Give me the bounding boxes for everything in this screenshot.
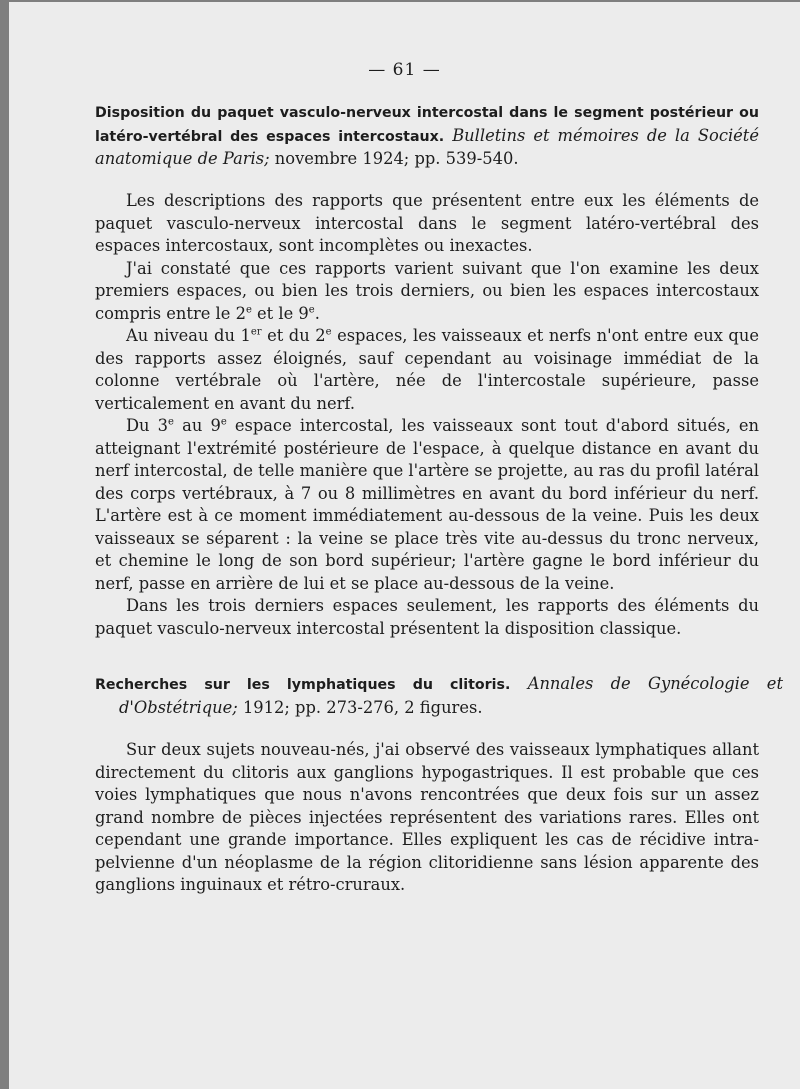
paragraph: Au niveau du 1er et du 2e espaces, les vaisseaux et nerfs n'ont entre eux que des rapports assez éloignés, sauf cependant au voisinage immédiat de la colonne vertébrale où l'artère, née de l'intercostale supérieure, passe verticalement en avant du nerf. (95, 326, 759, 413)
entry-2-journal: Annales de Gynécologie et d'Obstétrique; (119, 674, 783, 717)
document-page (9, 2, 800, 1089)
entry-2-body (95, 739, 759, 897)
entry-1-title: Disposition du paquet vasculo-nerveux intercostal dans le segment postérieur ou latéro-vertébral des espaces intercostaux. (95, 105, 759, 145)
page-number: — 61 — (368, 60, 441, 80)
entry-2-heading (95, 673, 783, 719)
paragraph: Du 3e au 9e espace intercostal, les vaisseaux sont tout d'abord situés, en atteignant l'extrémité postérieure de l'espace, à quelque distance en avant du nerf intercostal, de telle manière que l'artère se projette, au ras du profil latéral des corps vertébraux, à 7 ou 8 millimètres en avant du bord inférieur du nerf. L'artère est à ce moment immédiatement au-dessous de la veine. Puis les deux vaisseaux se séparent : la veine se place très vite au-dessus du tronc nerveux, et chemine le long de son bord supérieur; l'artère gagne le bord inférieur du nerf, passe en arrière de lui et se place au-dessous de la veine. (95, 416, 760, 593)
paragraph: Les descriptions des rapports que présentent entre eux les éléments de paquet vasculo-nerveux intercostal dans le segment latéro-vertébral des espaces intercostaux, sont incomplètes ou inexactes. (95, 191, 759, 255)
paragraph: Sur deux sujets nouveau-nés, j'ai observé des vaisseaux lymphatiques allant directement du clitoris aux ganglions hypogastriques. Il est probable que ces voies lymphatiques que nous n'avons rencontrées que deux fois sur un assez grand nombre de pièces injectées représentent des variations rares. Elles ont cependant une grande importance. Elles expliquent les cas de récidive intra-pelvienne d'un néoplasme de la région clitoridienne sans lésion apparente des ganglions inguinaux et rétro-cruraux. (95, 740, 759, 894)
paragraph: J'ai constaté que ces rapports varient suivant que l'on examine les deux premiers espaces, ou bien les trois derniers, ou bien les espaces intercostaux compris entre le 2e et le 9e. (95, 258, 759, 323)
entry-2-citation: 1912; pp. 273-276, 2 figures. (242, 697, 483, 717)
entry-2-title: Recherches sur les lymphatiques du clitoris. (95, 677, 511, 693)
entry-1-citation: novembre 1924; pp. 539-540. (274, 149, 519, 168)
entry-1-heading (95, 101, 759, 171)
paragraph: Dans les trois derniers espaces seulement, les rapports des éléments du paquet vasculo-nerveux intercostal présentent la disposition classique. (95, 596, 759, 638)
entry-1-body (95, 190, 759, 640)
entry-1-journal: Bulletins et mémoires de la Société anatomique de Paris; (95, 125, 759, 168)
